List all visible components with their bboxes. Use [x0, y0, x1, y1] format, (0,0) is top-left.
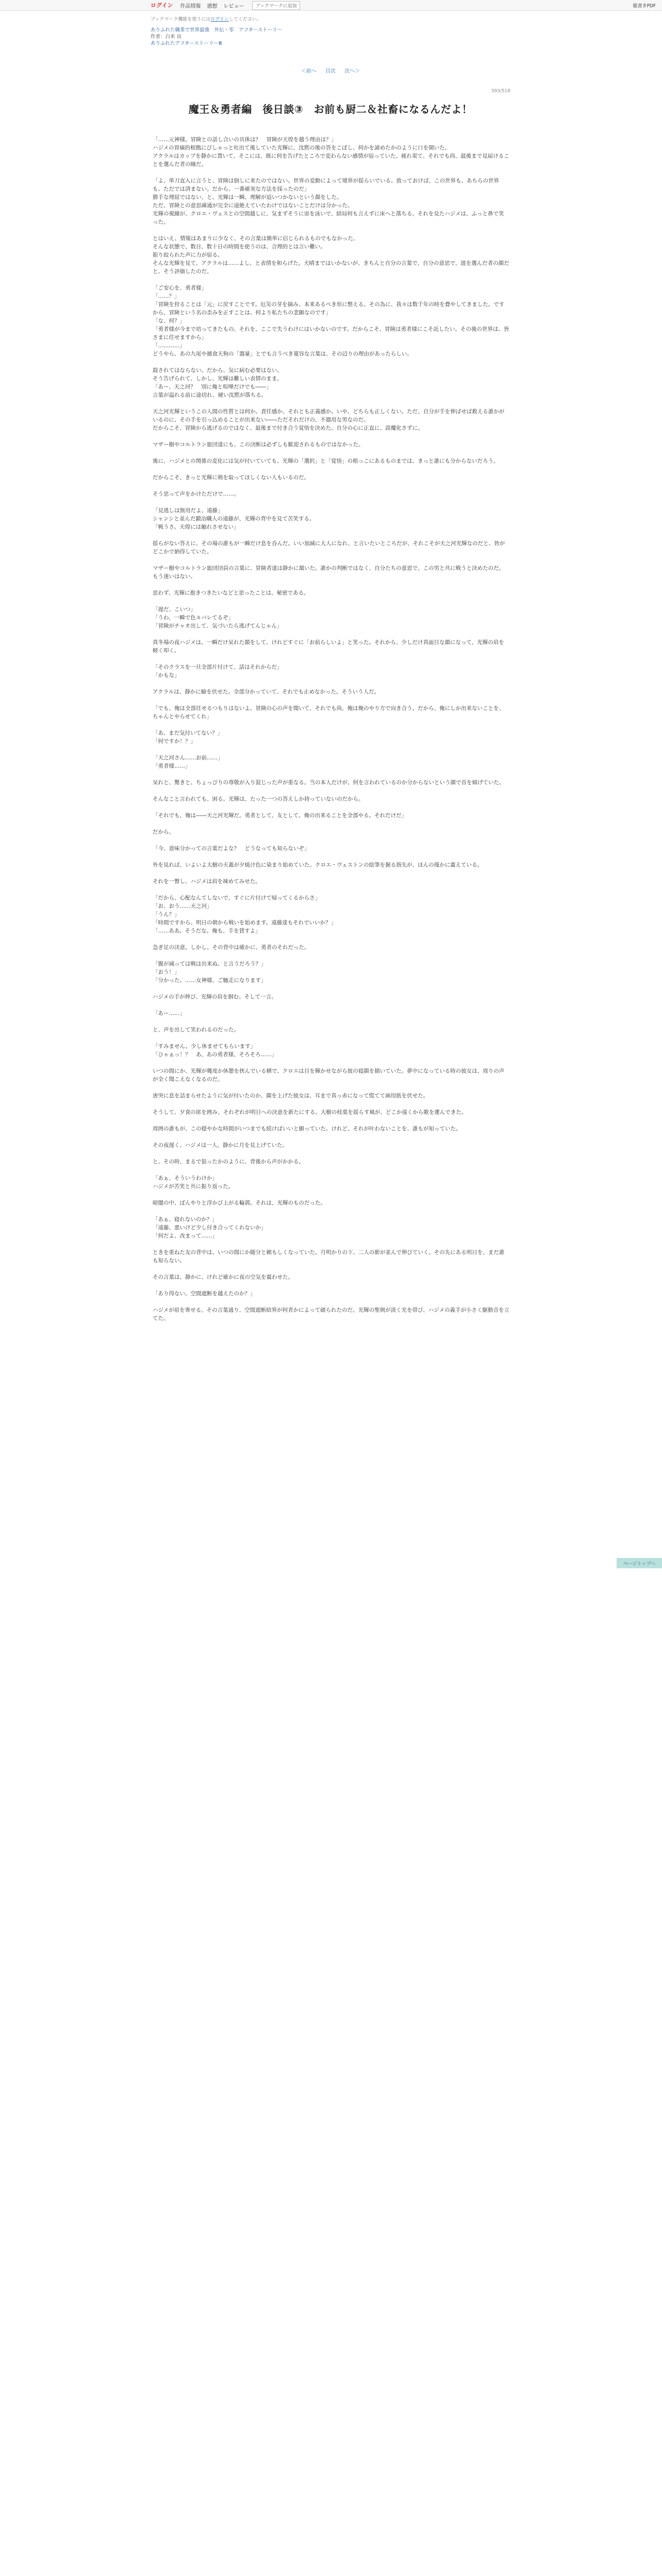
paragraph-gap — [151, 770, 510, 778]
series-info — [151, 27, 510, 47]
body-paragraph: 「ご安心を、勇者様」 — [153, 285, 207, 291]
notice-login-link[interactable]: ログイン — [210, 17, 229, 22]
body-paragraph: そんなこと言われても、困る。光輝は、たった一つの答えしか持っていないのだから。 — [153, 796, 364, 802]
body-paragraph: 光輝の視線が、クロエ・ヴェスとの空間越しに、気まずそうに宙を泳いで、結局何も言えずに床へと落ちる。それを見たハジメは、ふっと鼻で笑った。 — [153, 211, 504, 225]
body-paragraph: だから。 — [153, 829, 174, 835]
body-paragraph: そう告げられて、しかし、光輝は難しい表情のまま。 — [153, 376, 283, 382]
body-paragraph: ハジメが眉を寄せる。その言葉通り、空間遮断結界が何者かによって破られたのだ。光輝の聖剣が淡く光を帯び、ハジメの義手が小さく駆動音を立てた。 — [153, 1307, 509, 1321]
paragraph-gap — [151, 581, 510, 589]
next-chapter-link[interactable]: 次へ＞ — [344, 69, 360, 74]
toc-link[interactable]: 目次 — [325, 69, 336, 74]
paragraph-gap — [151, 1298, 510, 1306]
body-paragraph: 「な、何？」 — [153, 318, 185, 324]
paragraph-gap — [151, 1240, 510, 1248]
paragraph-gap — [151, 803, 510, 811]
paragraph-gap — [151, 1281, 510, 1290]
body-paragraph: 周囲の誰もが、この穏やかな時間がいつまでも続けばいいと願っていた。けれど、それが叶わないことを、誰もが知っていた。 — [153, 1126, 461, 1132]
body-paragraph: 急ぎ足の決意。しかし、その背中は確かに、勇者のそれだった。 — [153, 944, 310, 951]
chapter-number: 393/518 — [491, 89, 510, 94]
paragraph-gap — [151, 745, 510, 754]
paragraph-gap — [151, 985, 510, 993]
nav-comments[interactable]: 感想 — [207, 3, 218, 9]
notice-prefix: ブックマーク機能を使うには — [151, 17, 211, 22]
body-paragraph: マザー樹やコルトラン旅団達にも、この決断は必ずしも歓迎されるものではなかった。 — [153, 442, 364, 448]
paragraph-gap — [151, 597, 510, 605]
body-paragraph: そんな状態で、数日、数十日の時間を使うのは、合理的とは言い難い。 — [153, 244, 326, 250]
paragraph-gap — [151, 1018, 510, 1026]
body-paragraph: 「時間ですから、明日の朝から戦いを始めます。遠藤達もそれでいいか？」 — [153, 920, 337, 926]
paragraph-gap — [151, 696, 510, 704]
body-paragraph: 「それでも、俺は――天之河光輝だ。勇者として、友として、俺の出来ることを全部やる。それだけだ」 — [153, 812, 407, 819]
body-paragraph: 勝手な理屈ではない、と。光輝は一瞬、理解が追いつかないという顔をした。 — [153, 194, 342, 200]
body-paragraph: その夜遅く、ハジメは一人、静かに月を見上げていた。 — [153, 1142, 288, 1148]
paragraph-gap — [151, 276, 510, 284]
paragraph-gap — [151, 1191, 510, 1199]
paragraph-gap — [151, 1116, 510, 1125]
body-paragraph: ハジメが苦笑と共に振り返った。 — [153, 1183, 234, 1190]
body-paragraph: 「……？」 — [153, 293, 180, 299]
series-title-link[interactable]: ありふれた職業で世界最強 外伝・零 アフターストーリー — [151, 27, 283, 33]
body-paragraph: 「見逃しは無用だよ、遠藤」 — [153, 507, 223, 514]
body-paragraph: 天之河光輝というこの人間の性質とは何か。責任感か、それとも正義感か。いや、どちらも正しくない。ただ、自分が手を伸ばせば救える誰かがいるのに、その手を引っ込めることが出来ない――ただそれだけの、不器用な男なのだ。 — [153, 409, 505, 423]
paragraph-gap — [151, 787, 510, 795]
body-paragraph: ただ、冒険との意思疎通が完全に途絶えていたわけではないことだけは分かった。 — [153, 202, 353, 209]
nav-work-info[interactable]: 作品情報 — [180, 3, 201, 9]
body-paragraph: それを一瞥し、ハジメは肩を竦めてみせた。 — [153, 878, 261, 885]
body-paragraph: シャンシと並んだ鍛冶職人の遠藤が、光輝の背中を見て苦笑する。 — [153, 516, 315, 522]
body-paragraph: そう思って声をかけただけで……。 — [153, 491, 239, 497]
body-paragraph: 外を見れば、いよいよ大樹の天蓋が夕焼け色に染まり始めていた。クロエ・ヴェストンの絵筆を握る指先が、ほんの僅かに震えている。 — [153, 862, 483, 868]
body-paragraph: 思わず、光輝に抱きつきたいなどと思ったことは、秘密である。 — [153, 590, 309, 596]
body-paragraph: 「……元神様。冒険との話し合いの具体は？ 冒険が天煌を越う理由は？」 — [153, 137, 337, 143]
top-nav-bar — [0, 0, 662, 11]
paragraph-gap — [151, 1207, 510, 1215]
body-paragraph: 「あ、まだ気付いてない？」 — [153, 730, 223, 736]
body-paragraph: 殺されてはならない。だから、気に病む必要はない。 — [153, 367, 283, 374]
body-paragraph: 「腹が減っては戦は出来ぬ、と言うだろう？」 — [153, 961, 267, 967]
body-paragraph: アクラルは、静かに瞼を伏せた。全部分かっていて、それでも止めなかった。そういう人だ。 — [153, 689, 380, 695]
body-paragraph: そうして、夕食の席を囲み、それぞれが明日への決意を新たにする。大樹の枝葉を揺らす風が、どこか遠くから歌を運んできた。 — [153, 1109, 467, 1115]
paragraph-gap — [151, 935, 510, 943]
body-paragraph: 「戦うさ。天煌には触れさせない」 — [153, 524, 239, 530]
body-paragraph: いつの間にか、光輝が幾度か休憩を挟んでいる横で、クロエは目を輝かせながら彼の寝顔を描いていた。夢中になっている時の彼女は、周りの声が全く聞こえなくなるのだ。 — [153, 1068, 505, 1082]
body-paragraph: 「天之河さん……お前……」 — [153, 755, 223, 761]
body-paragraph: そんな光輝を見て、アクラルは……よし、と表情を和らげた。天晴まではいかないが、きちんと自分の言葉で、自分の意思で、道を選んだ者の顔だと、そう評価したのだ。 — [153, 260, 509, 275]
body-paragraph: 呆れと、驚きと、ちょっぴりの尊敬が入り混じった声が重なる。当の本人だけが、何を言われているのか分からないという顔で首を傾げていた。 — [153, 779, 505, 786]
body-paragraph: 「勇者様……」 — [153, 763, 191, 769]
body-paragraph: 「あー……」 — [153, 1010, 185, 1016]
series-subtitle-link[interactable]: ありふれたアフターストーリーⅢ — [151, 41, 222, 46]
body-paragraph: 「今、意味分かっての言葉だよな？ どうなっても知らないぞ」 — [153, 845, 310, 852]
body-paragraph: 「遅だ、こいつ」 — [153, 606, 196, 613]
paragraph-gap — [151, 465, 510, 473]
body-paragraph: ハジメの胃痛的根拠にびしゃっと吐出て後していた光輝に、沈黙の後の答をこぼし、何かを諦めたかのように口を開いた。 — [153, 145, 451, 151]
body-paragraph: だからこそ、きっと光輝に剣を取ってほしくない人もいるのだ。 — [153, 474, 310, 481]
body-paragraph: 振り絞られた声に力が宿る。 — [153, 252, 223, 258]
paragraph-gap — [151, 836, 510, 844]
body-paragraph: 「……ああ。そうだな。俺も、手を貸すよ」 — [153, 928, 261, 934]
vertical-pdf-link[interactable]: 縦書きPDF — [633, 3, 656, 9]
chapter-pager — [151, 66, 510, 74]
paragraph-gap — [151, 721, 510, 729]
paragraph-gap — [151, 1083, 510, 1092]
body-paragraph: 「かもな」 — [153, 672, 180, 679]
series-author: 作者：白米 良 — [151, 34, 182, 40]
paragraph-gap — [151, 556, 510, 564]
bookmark-notice — [151, 15, 510, 22]
body-paragraph: マザー樹やコルトラン旅団団員の言葉に、冒険者達は静かに頷いた。誰かの判断ではなく、自分たちの意思で、この男と共に戦うと決めたのだ。もう迷いはない。 — [153, 565, 505, 580]
paragraph-gap — [151, 1059, 510, 1067]
body-paragraph: 「あぁ、寝れないのか？」 — [153, 1216, 218, 1223]
body-paragraph: 揺らがない答えに、その場の誰もが一瞬だけ息を呑んだ。いい加減に大人になれ、と言いたいところだが、それこそが天之河光輝なのだと、皆がどこかで納得していた。 — [153, 540, 505, 555]
body-paragraph: と、声を出して笑われるのだった。 — [153, 1027, 239, 1033]
page-top-button[interactable]: ページトップへ — [617, 1558, 662, 1568]
body-paragraph: 「そのクラスを一旦全部片付けて、話はそれからだ」 — [153, 664, 283, 670]
body-paragraph: 「あり得ない。空間遮断を越えたのか？」 — [153, 1291, 256, 1297]
body-paragraph: 「よ、単刀直入に言うと、冒険は倒しに来たのではない。世界の変動によって境界が揺らいでいる。放っておけば、この世界も、あちらの世界も、ただでは済まない。だから、一番確実な方法を採ったのだ」 — [153, 178, 499, 192]
body-paragraph: 「勇者様が今まで培ってきたもの。それを、ここで失うわけにはいかないのです。だからこそ、冒険は勇者様にこそ託したい。その後の世界は、皆さまに任せますから」 — [153, 326, 509, 341]
body-paragraph: 「でも、俺は全部任せるつもりはないよ。冒険の心の声を聞いて、それでも尚、俺は俺のやり方で向き合う。だから、俺にしか出来ないことを、ちゃんとやらせてくれ」 — [153, 705, 505, 720]
body-paragraph: その言葉は、静かに、けれど確かに夜の空気を震わせた。 — [153, 1274, 293, 1280]
body-paragraph: と、その時、まるで狙ったかのように、背後から声がかかる。 — [153, 1159, 304, 1165]
body-paragraph: 言葉が溢れる前に途切れ、硬い沈黙が落ちる。 — [153, 392, 267, 398]
body-paragraph: 唐突に息を詰まらせたように気が付いたのか、顔を上げた彼女は、耳まで真っ赤になって慌てて画用紙を伏せた。 — [153, 1093, 429, 1099]
paragraph-gap — [151, 1265, 510, 1273]
paragraph-gap — [151, 449, 510, 457]
paragraph-gap — [151, 853, 510, 861]
paragraph-gap — [151, 498, 510, 506]
paragraph-gap — [151, 432, 510, 440]
paragraph-gap — [151, 655, 510, 663]
body-paragraph: 「うん？」 — [153, 911, 180, 918]
paragraph-gap — [151, 1166, 510, 1174]
body-paragraph: 真冬場の夜ハジメは、一瞬だけ呆れた顔をして、けれどすぐに「お前らしいよ」と笑った。それから、少しだけ真面目な顔になって、光輝の肩を軽く叩く。 — [153, 639, 504, 654]
paragraph-gap — [151, 531, 510, 539]
body-paragraph: どうやら、あの九尾や捕食天狗の「器量」とでも言うべき寛容な言葉は、その辺りの理由があったらしい。 — [153, 351, 412, 357]
paragraph-gap — [151, 820, 510, 828]
body-paragraph: 「冒険がチャオ出して、気づいたら逃げてんじゃん」 — [153, 623, 283, 629]
body-paragraph: とはいえ、情報はあまりに少なく、その言葉は簡単に信じられるものでもなかった。 — [153, 235, 359, 242]
novel-content — [151, 10, 510, 1323]
body-paragraph: 「すみません。少し休ませてもらいます」 — [153, 1043, 256, 1049]
body-paragraph: アクラルはカップを静かに置いて、そこには、既に何を告げたところで変わらない感情が宿っていた。疲れ果て、それでも尚、最後まで見届けることを選んだ者の瞳だ。 — [153, 153, 509, 167]
prev-chapter-link[interactable]: ＜前へ — [301, 69, 317, 74]
notice-suffix: してください。 — [228, 17, 261, 22]
paragraph-gap — [151, 869, 510, 877]
body-paragraph: 「うわ、一瞬で色々バレてるぞ」 — [153, 615, 234, 621]
body-paragraph: 暗闇の中、ぼんやりと浮かび上がる輪郭。それは、光輝のものだった。 — [153, 1200, 326, 1206]
paragraph-gap — [151, 358, 510, 366]
chapter-body — [151, 135, 510, 1323]
paragraph-gap — [151, 630, 510, 638]
body-paragraph: 後に、ハジメとの関係の変化には気が付いていても、光輝の「選択」と「覚悟」の根っこにあるものまでは、きっと誰にも分からないだろう。 — [153, 458, 499, 464]
paragraph-gap — [151, 226, 510, 234]
body-paragraph: 「遠藤、悪いけど少し付き合ってくれないか」 — [153, 1225, 267, 1231]
body-paragraph: だからこそ、冒険から逃げるのではなく、最後まで付き合う覚悟を決めた。自分の心に正直に、誤魔化さずに。 — [153, 425, 423, 431]
paragraph-gap — [151, 1100, 510, 1108]
paragraph-gap — [151, 399, 510, 408]
body-paragraph: 「冒険を狩ることは「元」に戻すことです。厄災の芽を摘み、本来あるべき形に整える。その為に、我々は数千年の時を費やしてきました。ですから、冒険という名の歪みを正すことは、何より私たちの悲願なのです」 — [153, 301, 505, 316]
body-paragraph: ハジメの手が伸び、光輝の肩を掴む。そして一言。 — [153, 994, 277, 1000]
paragraph-gap — [151, 1149, 510, 1158]
body-paragraph: 「何だよ、改まって……」 — [153, 1233, 218, 1239]
paragraph-gap — [151, 952, 510, 960]
paragraph-gap — [151, 482, 510, 490]
nav-review[interactable]: レビュー — [223, 3, 244, 9]
body-paragraph: ときを重ねた友の背中は、いつの間にか随分と頼もしくなっていた。月明かりの下、二人の影が並んで伸びていく。その先にある明日を、まだ誰も知らない。 — [153, 1249, 505, 1264]
body-paragraph: 「何ですか！？」 — [153, 738, 196, 744]
paragraph-gap — [151, 1133, 510, 1141]
body-paragraph: 「だから、心配なんてしないで、すぐに片付けて帰ってくるからさ」 — [153, 895, 321, 901]
login-link[interactable]: ログイン — [151, 2, 173, 9]
body-paragraph: 「ひゃぁっ！？ あ、あの勇者様、そろそろ……」 — [153, 1052, 277, 1058]
paragraph-gap — [151, 1001, 510, 1009]
paragraph-gap — [151, 680, 510, 688]
body-paragraph: 「おう！」 — [153, 969, 180, 975]
paragraph-gap — [151, 1034, 510, 1042]
add-bookmark-button[interactable]: ブックマークに追加 — [252, 1, 300, 10]
chapter-title: 魔王＆勇者編 後日談③ お前も厨二＆社畜になるんだよ！ — [188, 103, 473, 115]
body-paragraph: 「…………」 — [153, 343, 185, 349]
paragraph-gap — [151, 886, 510, 894]
body-paragraph: 「分かった。……女神様、ご馳走になります」 — [153, 977, 267, 984]
body-paragraph: 「あぁ、そういうわけか」 — [153, 1175, 218, 1181]
body-paragraph: 「お、おう……天之河」 — [153, 903, 212, 909]
paragraph-gap — [151, 168, 510, 177]
body-paragraph: 「あー、天之河？ 別に俺と喧嘩だけでも――」 — [153, 384, 272, 390]
